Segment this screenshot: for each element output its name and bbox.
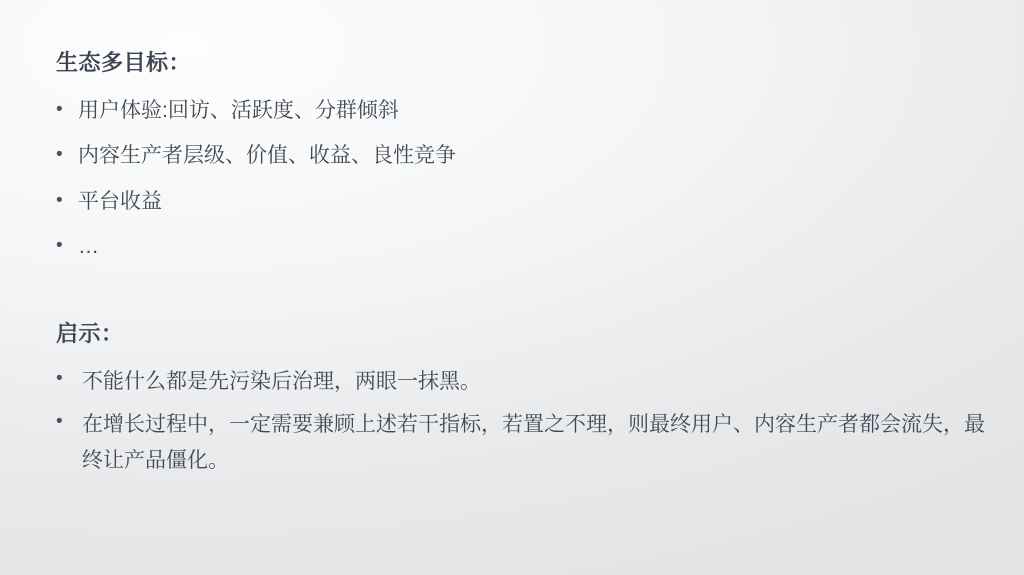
list-item (56, 95, 1004, 128)
slide-content (56, 48, 1004, 486)
list-item-label: 不能什么都是先污染后治理，两眼一抹黑。 (82, 369, 481, 393)
bullet-list-insights (56, 364, 1004, 480)
bullet-dot-icon: • (56, 410, 63, 432)
list-item (56, 140, 1004, 173)
list-item (56, 407, 1004, 481)
list-item-label: 平台收益 (78, 189, 162, 213)
section-heading-insights: 启示： (56, 320, 124, 346)
list-item-label: 内容生产者层级、价值、收益、良性竞争 (78, 144, 456, 168)
bullet-dot-icon: • (56, 98, 63, 120)
list-item (56, 231, 1004, 264)
list-item-label: 在增长过程中，一定需要兼顾上述若干指标，若置之不理，则最终用户、内容生产者都会流失，最终让产品僵化。 (82, 412, 985, 473)
section-spacer (56, 277, 1004, 319)
bullet-dot-icon: • (56, 144, 63, 166)
list-item-label: 用户体验:回访、活跃度、分群倾斜 (78, 98, 399, 122)
bullet-dot-icon: • (56, 189, 63, 211)
list-item (56, 186, 1004, 219)
list-item (56, 364, 1004, 401)
section-heading-ecosystem-goals: 生态多目标： (56, 50, 192, 75)
bullet-list-ecosystem-goals (56, 95, 1004, 264)
bullet-dot-icon: • (56, 235, 63, 257)
list-item-label: … (78, 235, 99, 259)
bullet-dot-icon: • (56, 367, 63, 389)
